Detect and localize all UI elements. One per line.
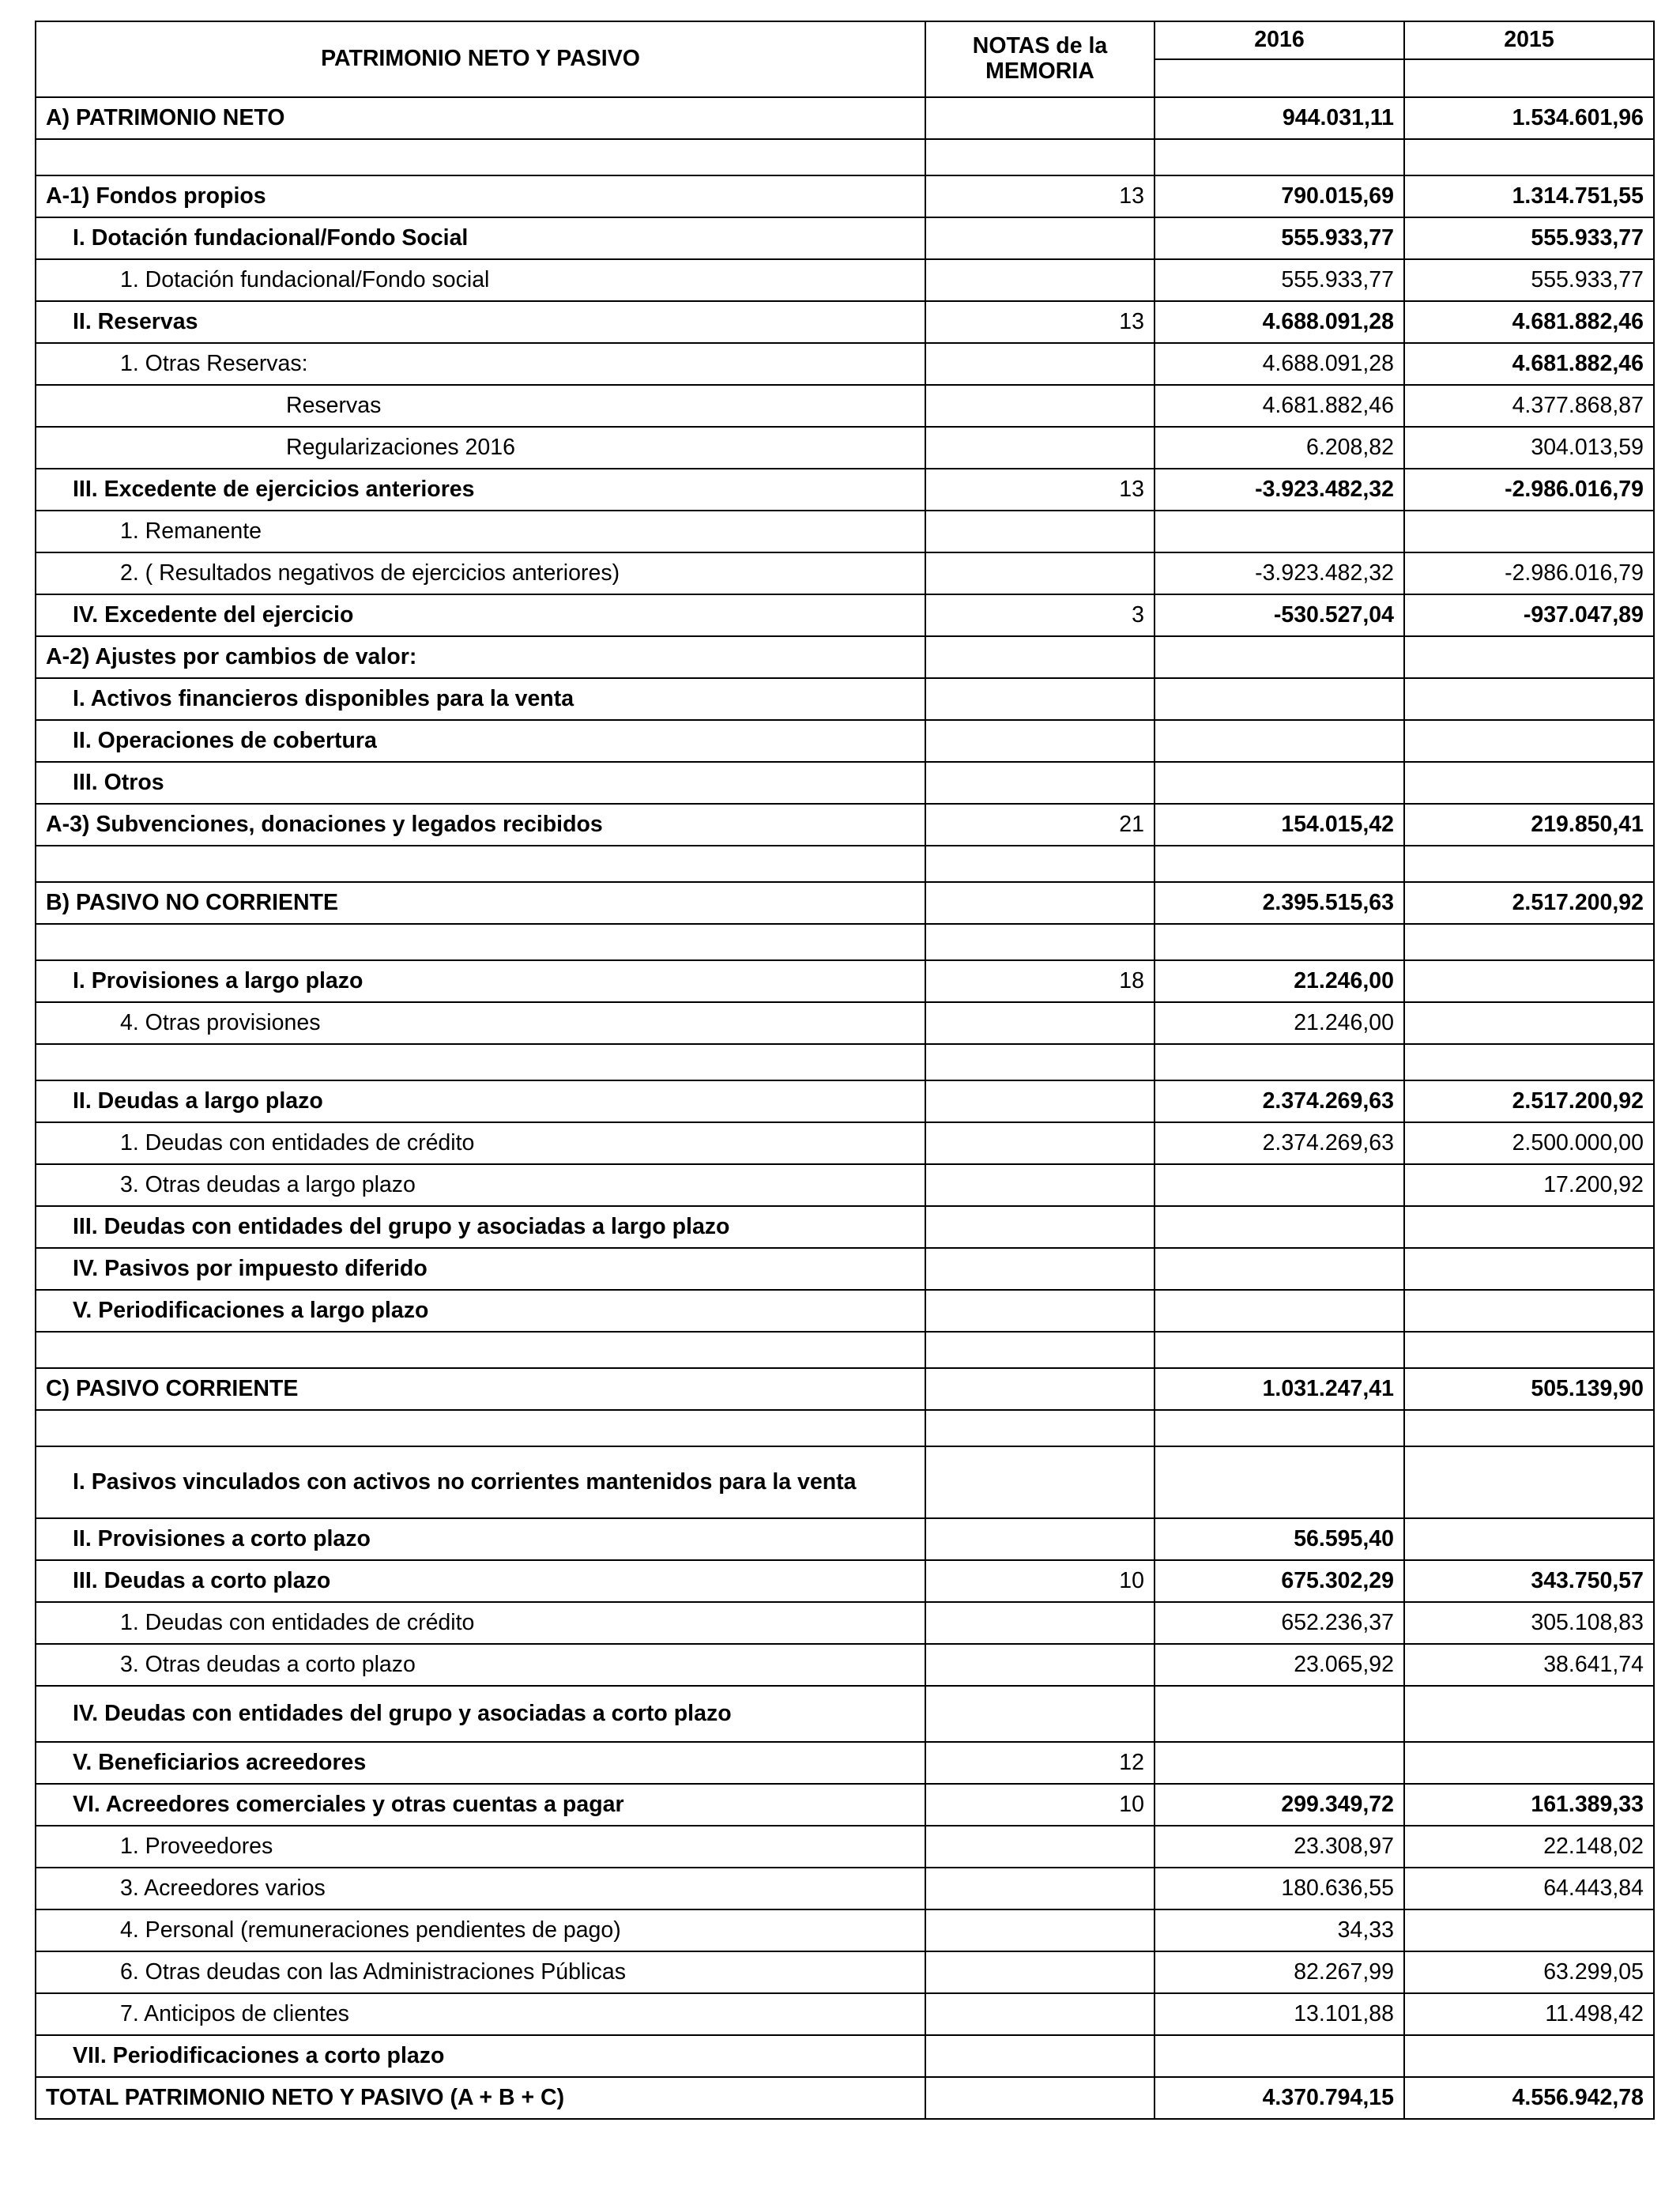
- row-note: [925, 1368, 1155, 1410]
- table-row: [36, 2077, 1654, 2119]
- table-row: [36, 1518, 1654, 1560]
- row-label: II. Deudas a largo plazo: [36, 1080, 925, 1122]
- row-value-2015: 17.200,92: [1404, 1164, 1654, 1206]
- spacer-row: [36, 1332, 1654, 1368]
- row-label: [36, 846, 925, 882]
- row-label: [36, 1044, 925, 1080]
- row-value-2016: 23.308,97: [1155, 1826, 1404, 1868]
- row-value-2015: 1.534.601,96: [1404, 97, 1654, 139]
- row-value-2015: [1404, 511, 1654, 552]
- row-value-2016: 4.688.091,28: [1155, 301, 1404, 343]
- row-note: [925, 2077, 1155, 2119]
- row-value-2016: 23.065,92: [1155, 1644, 1404, 1686]
- row-value-2015: [1404, 720, 1654, 762]
- row-label: III. Deudas a corto plazo: [36, 1560, 925, 1602]
- row-value-2015: 4.681.882,46: [1404, 343, 1654, 385]
- row-note: [925, 1518, 1155, 1560]
- row-label: A-3) Subvenciones, donaciones y legados recibidos: [36, 804, 925, 846]
- row-note: [925, 2035, 1155, 2077]
- row-note: [925, 1868, 1155, 1909]
- row-label: 1. Deudas con entidades de crédito: [36, 1602, 925, 1644]
- table-row: [36, 1951, 1654, 1993]
- row-value-2015: [1404, 1002, 1654, 1044]
- row-value-2016: [1155, 1446, 1404, 1518]
- row-value-2016: 180.636,55: [1155, 1868, 1404, 1909]
- row-note: [925, 1686, 1155, 1742]
- row-note: 21: [925, 804, 1155, 846]
- row-label: V. Periodificaciones a largo plazo: [36, 1290, 925, 1332]
- row-label: II. Reservas: [36, 301, 925, 343]
- row-label: II. Provisiones a corto plazo: [36, 1518, 925, 1560]
- row-label: [36, 924, 925, 960]
- table-row: [36, 1644, 1654, 1686]
- row-note: 3: [925, 594, 1155, 636]
- table-row: [36, 175, 1654, 217]
- row-value-2016: 13.101,88: [1155, 1993, 1404, 2035]
- row-value-2015: 64.443,84: [1404, 1868, 1654, 1909]
- table-row: [36, 301, 1654, 343]
- row-value-2015: [1404, 1248, 1654, 1290]
- row-note: [925, 1993, 1155, 2035]
- row-value-2015: 555.933,77: [1404, 217, 1654, 259]
- row-value-2015: 4.681.882,46: [1404, 301, 1654, 343]
- row-value-2015: [1404, 139, 1654, 175]
- table-row: [36, 678, 1654, 720]
- table-row: [36, 1909, 1654, 1951]
- table-row: [36, 594, 1654, 636]
- row-value-2015: [1404, 636, 1654, 678]
- row-value-2016: [1155, 636, 1404, 678]
- row-label: [36, 1410, 925, 1446]
- table-row: [36, 1080, 1654, 1122]
- row-note: 10: [925, 1560, 1155, 1602]
- row-value-2016: [1155, 846, 1404, 882]
- row-value-2015: 22.148,02: [1404, 1826, 1654, 1868]
- row-value-2016: 21.246,00: [1155, 960, 1404, 1002]
- row-note: [925, 1909, 1155, 1951]
- row-value-2015: [1404, 678, 1654, 720]
- header-label: PATRIMONIO NETO Y PASIVO: [36, 21, 925, 97]
- row-label: 1. Dotación fundacional/Fondo social: [36, 259, 925, 301]
- row-label: A-1) Fondos propios: [36, 175, 925, 217]
- row-label: I. Provisiones a largo plazo: [36, 960, 925, 1002]
- row-label: 1. Otras Reservas:: [36, 343, 925, 385]
- row-value-2016: [1155, 678, 1404, 720]
- row-value-2016: 299.349,72: [1155, 1784, 1404, 1826]
- header-2016-sub: [1155, 59, 1404, 97]
- row-value-2015: [1404, 1446, 1654, 1518]
- row-value-2015: [1404, 1518, 1654, 1560]
- table-row: [36, 1742, 1654, 1784]
- row-note: [925, 636, 1155, 678]
- row-value-2015: 4.377.868,87: [1404, 385, 1654, 427]
- row-label: B) PASIVO NO CORRIENTE: [36, 882, 925, 924]
- row-note: [925, 1248, 1155, 1290]
- row-note: [925, 217, 1155, 259]
- row-note: [925, 511, 1155, 552]
- row-label: C) PASIVO CORRIENTE: [36, 1368, 925, 1410]
- row-value-2015: 11.498,42: [1404, 1993, 1654, 2035]
- row-value-2016: 56.595,40: [1155, 1518, 1404, 1560]
- table-row: [36, 882, 1654, 924]
- row-value-2015: -2.986.016,79: [1404, 469, 1654, 511]
- row-value-2015: 63.299,05: [1404, 1951, 1654, 1993]
- row-note: 12: [925, 1742, 1155, 1784]
- row-value-2016: [1155, 1742, 1404, 1784]
- table-row: [36, 720, 1654, 762]
- row-value-2015: 2.500.000,00: [1404, 1122, 1654, 1164]
- row-note: [925, 1446, 1155, 1518]
- row-value-2016: [1155, 1206, 1404, 1248]
- row-value-2016: 2.374.269,63: [1155, 1080, 1404, 1122]
- row-value-2015: [1404, 1909, 1654, 1951]
- row-value-2016: 2.395.515,63: [1155, 882, 1404, 924]
- row-value-2016: -530.527,04: [1155, 594, 1404, 636]
- table-row: [36, 960, 1654, 1002]
- row-value-2016: 675.302,29: [1155, 1560, 1404, 1602]
- row-value-2015: [1404, 1206, 1654, 1248]
- row-value-2016: [1155, 1410, 1404, 1446]
- row-value-2016: 555.933,77: [1155, 259, 1404, 301]
- row-label: I. Activos financieros disponibles para la venta: [36, 678, 925, 720]
- row-value-2016: 555.933,77: [1155, 217, 1404, 259]
- row-value-2015: -2.986.016,79: [1404, 552, 1654, 594]
- table-row: [36, 552, 1654, 594]
- row-label: [36, 139, 925, 175]
- row-value-2016: [1155, 1290, 1404, 1332]
- row-note: 13: [925, 301, 1155, 343]
- balance-table: [35, 21, 1655, 2120]
- row-note: [925, 259, 1155, 301]
- row-note: [925, 97, 1155, 139]
- row-note: 13: [925, 469, 1155, 511]
- header-notes: NOTAS de la MEMORIA: [925, 21, 1155, 97]
- table-row: [36, 2035, 1654, 2077]
- table-row: [36, 1122, 1654, 1164]
- row-value-2016: [1155, 139, 1404, 175]
- row-value-2015: -937.047,89: [1404, 594, 1654, 636]
- row-label: 1. Remanente: [36, 511, 925, 552]
- row-value-2015: 1.314.751,55: [1404, 175, 1654, 217]
- row-value-2015: [1404, 924, 1654, 960]
- row-label: [36, 1332, 925, 1368]
- table-row: [36, 1368, 1654, 1410]
- table-row: [36, 511, 1654, 552]
- row-value-2015: [1404, 2035, 1654, 2077]
- row-label: VI. Acreedores comerciales y otras cuentas a pagar: [36, 1784, 925, 1826]
- row-note: [925, 882, 1155, 924]
- row-label: A) PATRIMONIO NETO: [36, 97, 925, 139]
- row-value-2015: 305.108,83: [1404, 1602, 1654, 1644]
- table-row: [36, 1993, 1654, 2035]
- spacer-row: [36, 1410, 1654, 1446]
- row-value-2016: [1155, 720, 1404, 762]
- table-row: [36, 1686, 1654, 1742]
- row-value-2016: [1155, 924, 1404, 960]
- table-row: [36, 1446, 1654, 1518]
- table-row: [36, 97, 1654, 139]
- table-row: [36, 385, 1654, 427]
- row-value-2016: 34,33: [1155, 1909, 1404, 1951]
- row-note: [925, 385, 1155, 427]
- table-row: [36, 259, 1654, 301]
- row-value-2015: 2.517.200,92: [1404, 882, 1654, 924]
- row-value-2015: 304.013,59: [1404, 427, 1654, 469]
- row-value-2015: 555.933,77: [1404, 259, 1654, 301]
- row-note: [925, 1164, 1155, 1206]
- row-value-2015: 219.850,41: [1404, 804, 1654, 846]
- table-row: [36, 1602, 1654, 1644]
- row-value-2015: [1404, 1044, 1654, 1080]
- row-label: II. Operaciones de cobertura: [36, 720, 925, 762]
- row-value-2016: [1155, 1044, 1404, 1080]
- row-note: [925, 678, 1155, 720]
- row-label: III. Deudas con entidades del grupo y asociadas a largo plazo: [36, 1206, 925, 1248]
- row-note: [925, 762, 1155, 804]
- row-note: 13: [925, 175, 1155, 217]
- table-row: [36, 1248, 1654, 1290]
- table-row: [36, 1868, 1654, 1909]
- row-value-2015: [1404, 1686, 1654, 1742]
- header-2016: 2016: [1155, 21, 1404, 59]
- spacer-row: [36, 139, 1654, 175]
- row-note: [925, 1410, 1155, 1446]
- row-value-2015: 343.750,57: [1404, 1560, 1654, 1602]
- row-value-2015: 2.517.200,92: [1404, 1080, 1654, 1122]
- row-note: 18: [925, 960, 1155, 1002]
- row-value-2015: [1404, 960, 1654, 1002]
- row-note: [925, 1332, 1155, 1368]
- row-note: [925, 427, 1155, 469]
- row-label: A-2) Ajustes por cambios de valor:: [36, 636, 925, 678]
- row-note: [925, 1044, 1155, 1080]
- row-label: 7. Anticipos de clientes: [36, 1993, 925, 2035]
- table-row: [36, 636, 1654, 678]
- row-value-2015: 505.139,90: [1404, 1368, 1654, 1410]
- row-value-2015: 161.389,33: [1404, 1784, 1654, 1826]
- row-value-2016: 790.015,69: [1155, 175, 1404, 217]
- row-value-2016: 944.031,11: [1155, 97, 1404, 139]
- row-value-2016: [1155, 1332, 1404, 1368]
- row-label: Reservas: [36, 385, 925, 427]
- row-value-2015: 4.556.942,78: [1404, 2077, 1654, 2119]
- row-note: [925, 1206, 1155, 1248]
- row-label: 6. Otras deudas con las Administraciones Públicas: [36, 1951, 925, 1993]
- row-value-2015: [1404, 1332, 1654, 1368]
- balance-sheet: [35, 21, 1655, 2120]
- table-row: [36, 343, 1654, 385]
- table-row: [36, 1206, 1654, 1248]
- row-label: IV. Deudas con entidades del grupo y asociadas a corto plazo: [36, 1686, 925, 1742]
- header-2015: 2015: [1404, 21, 1654, 59]
- row-note: [925, 552, 1155, 594]
- row-note: 10: [925, 1784, 1155, 1826]
- row-note: [925, 1826, 1155, 1868]
- row-note: [925, 1602, 1155, 1644]
- row-value-2016: [1155, 762, 1404, 804]
- row-label: Regularizaciones 2016: [36, 427, 925, 469]
- row-value-2015: [1404, 762, 1654, 804]
- row-label: 4. Otras provisiones: [36, 1002, 925, 1044]
- row-value-2015: [1404, 1290, 1654, 1332]
- row-note: [925, 1951, 1155, 1993]
- row-value-2016: 21.246,00: [1155, 1002, 1404, 1044]
- table-header: [36, 21, 1654, 97]
- row-value-2016: 4.688.091,28: [1155, 343, 1404, 385]
- row-label: 3. Acreedores varios: [36, 1868, 925, 1909]
- row-note: [925, 343, 1155, 385]
- row-label: I. Pasivos vinculados con activos no corrientes mantenidos para la venta: [36, 1446, 925, 1518]
- row-value-2016: 6.208,82: [1155, 427, 1404, 469]
- table-row: [36, 427, 1654, 469]
- row-note: [925, 1290, 1155, 1332]
- row-label: I. Dotación fundacional/Fondo Social: [36, 217, 925, 259]
- row-value-2015: [1404, 1410, 1654, 1446]
- row-label: IV. Pasivos por impuesto diferido: [36, 1248, 925, 1290]
- row-note: [925, 1080, 1155, 1122]
- table-row: [36, 762, 1654, 804]
- row-note: [925, 1644, 1155, 1686]
- row-value-2016: [1155, 1164, 1404, 1206]
- row-note: [925, 139, 1155, 175]
- row-value-2016: 154.015,42: [1155, 804, 1404, 846]
- table-row: [36, 469, 1654, 511]
- table-row: [36, 1164, 1654, 1206]
- table-row: [36, 217, 1654, 259]
- row-value-2016: 1.031.247,41: [1155, 1368, 1404, 1410]
- row-value-2016: -3.923.482,32: [1155, 552, 1404, 594]
- spacer-row: [36, 924, 1654, 960]
- row-label: TOTAL PATRIMONIO NETO Y PASIVO (A + B + C): [36, 2077, 925, 2119]
- table-row: [36, 1002, 1654, 1044]
- row-label: 3. Otras deudas a corto plazo: [36, 1644, 925, 1686]
- row-label: 4. Personal (remuneraciones pendientes de pago): [36, 1909, 925, 1951]
- row-value-2016: 2.374.269,63: [1155, 1122, 1404, 1164]
- row-value-2015: 38.641,74: [1404, 1644, 1654, 1686]
- header-2015-sub: [1404, 59, 1654, 97]
- row-value-2016: 4.681.882,46: [1155, 385, 1404, 427]
- row-label: VII. Periodificaciones a corto plazo: [36, 2035, 925, 2077]
- row-note: [925, 1002, 1155, 1044]
- spacer-row: [36, 1044, 1654, 1080]
- row-note: [925, 1122, 1155, 1164]
- table-row: [36, 1826, 1654, 1868]
- row-value-2016: [1155, 2035, 1404, 2077]
- row-value-2016: [1155, 511, 1404, 552]
- row-value-2015: [1404, 846, 1654, 882]
- row-value-2016: 652.236,37: [1155, 1602, 1404, 1644]
- row-value-2016: [1155, 1248, 1404, 1290]
- spacer-row: [36, 846, 1654, 882]
- table-row: [36, 1290, 1654, 1332]
- table-row: [36, 1784, 1654, 1826]
- row-value-2016: [1155, 1686, 1404, 1742]
- table-row: [36, 804, 1654, 846]
- row-label: 3. Otras deudas a largo plazo: [36, 1164, 925, 1206]
- row-label: 1. Proveedores: [36, 1826, 925, 1868]
- row-note: [925, 924, 1155, 960]
- row-note: [925, 846, 1155, 882]
- row-value-2015: [1404, 1742, 1654, 1784]
- row-value-2016: 82.267,99: [1155, 1951, 1404, 1993]
- row-label: IV. Excedente del ejercicio: [36, 594, 925, 636]
- row-value-2016: 4.370.794,15: [1155, 2077, 1404, 2119]
- table-row: [36, 1560, 1654, 1602]
- row-label: III. Otros: [36, 762, 925, 804]
- row-label: III. Excedente de ejercicios anteriores: [36, 469, 925, 511]
- row-label: 2. ( Resultados negativos de ejercicios anteriores): [36, 552, 925, 594]
- table-body: [36, 97, 1654, 2119]
- row-label: 1. Deudas con entidades de crédito: [36, 1122, 925, 1164]
- row-note: [925, 720, 1155, 762]
- row-label: V. Beneficiarios acreedores: [36, 1742, 925, 1784]
- row-value-2016: -3.923.482,32: [1155, 469, 1404, 511]
